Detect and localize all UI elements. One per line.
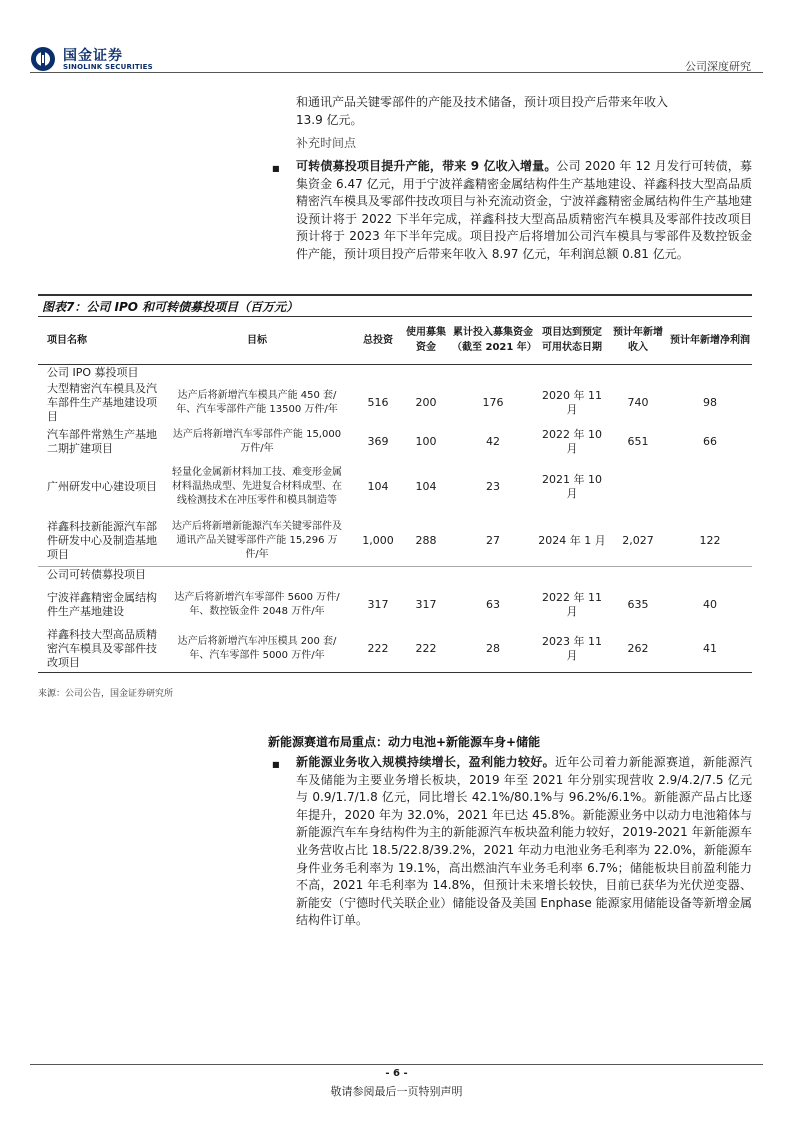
cell-total: 222: [354, 627, 402, 673]
section-row-ipo: [38, 365, 752, 382]
section-label: 公司可转债募投项目: [38, 566, 752, 583]
continued-line-1: 和通讯产品关键零部件的产能及技术储备，预计项目投产后带来年收入: [296, 95, 669, 109]
cell-cumulative: 27: [486, 533, 500, 547]
figure-source: 来源：公司公告，国金证券研究所: [38, 689, 174, 699]
cell-target: 达产后将新增新能源汽车关键零部件及通讯产品关键零部件产能 15,296 万件/年: [172, 520, 342, 560]
page-header: [0, 0, 793, 80]
cell-target: 达产后将新增汽车模具产能 450 套/年、汽车零部件产能 13500 万件/年: [176, 390, 338, 415]
cell-project: 汽车部件常熟生产基地二期扩建项目: [47, 427, 157, 455]
cell-project: 宁波祥鑫精密金属结构件生产基地建设: [47, 590, 157, 618]
table-row: [38, 583, 752, 627]
cell-total: 369: [367, 434, 389, 448]
cell-project: 祥鑫科技大型高品质精密汽车模具及零部件技改项目: [38, 627, 160, 673]
report-type-label: 公司深度研究: [685, 60, 751, 73]
cell-revenue: [608, 458, 668, 516]
cell-project: 大型精密汽车模具及汽车部件生产基地建设项目: [47, 382, 157, 423]
cell-project: 祥鑫科技新能源汽车部件研发中心及制造基地项目: [47, 519, 157, 561]
cell-profit: 66: [703, 434, 717, 448]
continued-paragraph: [296, 94, 752, 129]
section-label: 公司 IPO 募投项目: [47, 366, 139, 379]
bullet-text: 近年公司着力新能源赛道，新能源汽车及储能为主要业务增长板块，2019 年至 2021 年分别实现营收 2.9/4.2/7.5 亿元与 0.9/1.7/1.8 亿元，同比增长 42.1%/80.1%与 96.2%/6.1%。新能源产品占比逐年提升，2020 年为 32.0%，2021 年已达 45.8%。新能源业务中以动力电池箱体与新能源汽车车身结构件为主的新能源汽车板块盈利能力较好，2019-2021 年新能源车业务营收占比 18.5/22.8/39.2%，2021 年动力电池业务毛利率为 22.0%，新能源车身件业务毛利率为 19.1%，高出燃油汽车业务毛利率 6.7%；储能板块目前盈利能力不高，2021 年毛利率为 14.8%，但预计未来增长较快，目前已获华为光伏逆变器、新能安（宁德时代关联企业）储能设备及美国 Enphase 能源家用储能设备等新增金属结构件订单。: [296, 755, 752, 928]
cell-profit: 98: [703, 396, 717, 409]
cell-cumulative: 42: [486, 434, 500, 448]
table-row: [38, 516, 752, 566]
header-divider: [30, 72, 763, 73]
cell-raised: 222: [402, 627, 450, 673]
cell-cumulative: 23: [486, 480, 500, 493]
cell-target: 轻量化金属新材料加工技、难变形金属材料温热成型、先进复合材料成型、在线检测技术在冲压零件和模具制造等: [172, 467, 342, 506]
col-header-cumulative: 累计投入募集资金（截至 2021 年）: [450, 316, 536, 365]
cell-total: 317: [367, 597, 389, 611]
cell-date: 2024 年 1 月: [538, 533, 606, 547]
cell-cumulative: 63: [486, 597, 500, 611]
cell-target: 达产后将新增汽车零部件 5600 万件/年、数控钣金件 2048 万件/年: [174, 591, 340, 617]
section-row-convertible: [38, 566, 752, 583]
section-subheading: 新能源赛道布局重点：动力电池+新能源车身+储能: [268, 735, 541, 749]
bullet-square-icon: ■: [272, 164, 280, 173]
cell-total: 1,000: [362, 533, 394, 547]
bullet-lead: 可转债募投项目提升产能，带来 9 亿收入增量。: [296, 159, 557, 173]
cell-project: 广州研发中心建设项目: [47, 480, 157, 493]
bullet-paragraph-new-energy: [296, 754, 752, 930]
table-row: [38, 458, 752, 516]
bullet-paragraph-convertible-bond: [296, 158, 752, 264]
cell-date: 2020 年 11 月: [542, 389, 602, 416]
cell-total: 104: [367, 480, 389, 493]
cell-cumulative: 28: [450, 627, 536, 673]
cell-profit: 41: [668, 627, 752, 673]
cell-revenue: 635: [627, 597, 649, 611]
table-row: [38, 425, 752, 458]
cell-date: 2022 年 10 月: [542, 427, 602, 455]
cell-profit: 40: [703, 597, 717, 611]
cell-date: 2023 年 11 月: [536, 627, 608, 673]
page-number: - 6 -: [385, 1068, 408, 1079]
logo-english-name: SINOLINK SECURITIES: [63, 63, 153, 71]
fundraising-projects-table: [38, 316, 752, 673]
cell-target: 达产后将新增汽车零部件产能 15,000 万件/年: [172, 428, 342, 454]
cell-raised: 100: [415, 434, 437, 448]
bullet-lead: 新能源业务收入规模持续增长，盈利能力较好。: [296, 755, 555, 769]
col-header-total: 总投资: [354, 316, 402, 365]
col-header-date: 项目达到预定可用状态日期: [536, 316, 608, 365]
supplement-note: 补充时间点: [296, 136, 357, 150]
cell-date: 2022 年 11 月: [542, 590, 602, 618]
cell-raised: 104: [415, 480, 437, 493]
col-header-raised: 使用募集资金: [402, 316, 450, 365]
cell-profit: 122: [699, 533, 721, 547]
table-row: [38, 381, 752, 425]
cell-date: 2021 年 10 月: [542, 473, 602, 500]
figure-title-bar: [38, 294, 752, 317]
cell-target: 达产后将新增汽车冲压模具 200 套/年、汽车零部件 5000 万件/年: [160, 627, 354, 673]
table-header-row: [38, 316, 752, 365]
disclaimer-note: 敬请参阅最后一页特别声明: [330, 1085, 463, 1098]
cell-raised: 200: [415, 396, 437, 409]
cell-raised: 288: [415, 533, 437, 547]
cell-cumulative: 176: [482, 396, 504, 409]
logo-chinese-name: 国金证券: [63, 48, 123, 64]
cell-profit: [668, 458, 752, 516]
bullet-square-icon: ■: [272, 760, 280, 769]
col-header-profit: 预计年新增净利润: [668, 316, 752, 365]
cell-raised: 317: [415, 597, 437, 611]
footer-divider: [30, 1064, 763, 1065]
continued-line-2: 13.9 亿元。: [296, 112, 363, 127]
figure-title: 图表7：公司 IPO 和可转债募投项目（百万元）: [42, 300, 299, 314]
cell-revenue: 2,027: [622, 533, 654, 547]
sinolink-logo-icon: [30, 46, 56, 72]
col-header-target: 目标: [160, 316, 354, 365]
cell-revenue: 651: [627, 434, 649, 448]
col-header-revenue: 预计年新增收入: [608, 316, 668, 365]
cell-revenue: 262: [608, 627, 668, 673]
bullet-text: 公司 2020 年 12 月发行可转债，募集资金 6.47 亿元，用于宁波祥鑫精密金属结构件生产基地建设、祥鑫科技大型高品质精密汽车模具及零部件技改项目与补充流动资金，宁波祥鑫精密金属结构件生产基地建设预计将于 2022 下半年完成，祥鑫科技大型高品质精密汽车模具及零部件技改项目预计将于 2023 年下半年完成。项目投产后将增加公司汽车模具与零部件及数控钣金件产能，预计项目投产后带来年收入 8.97 亿元，年利润总额 0.81 亿元。: [296, 159, 753, 261]
table-row: [38, 627, 752, 673]
cell-revenue: 740: [627, 396, 649, 409]
col-header-project: 项目名称: [38, 316, 160, 365]
cell-total: 516: [367, 396, 389, 409]
